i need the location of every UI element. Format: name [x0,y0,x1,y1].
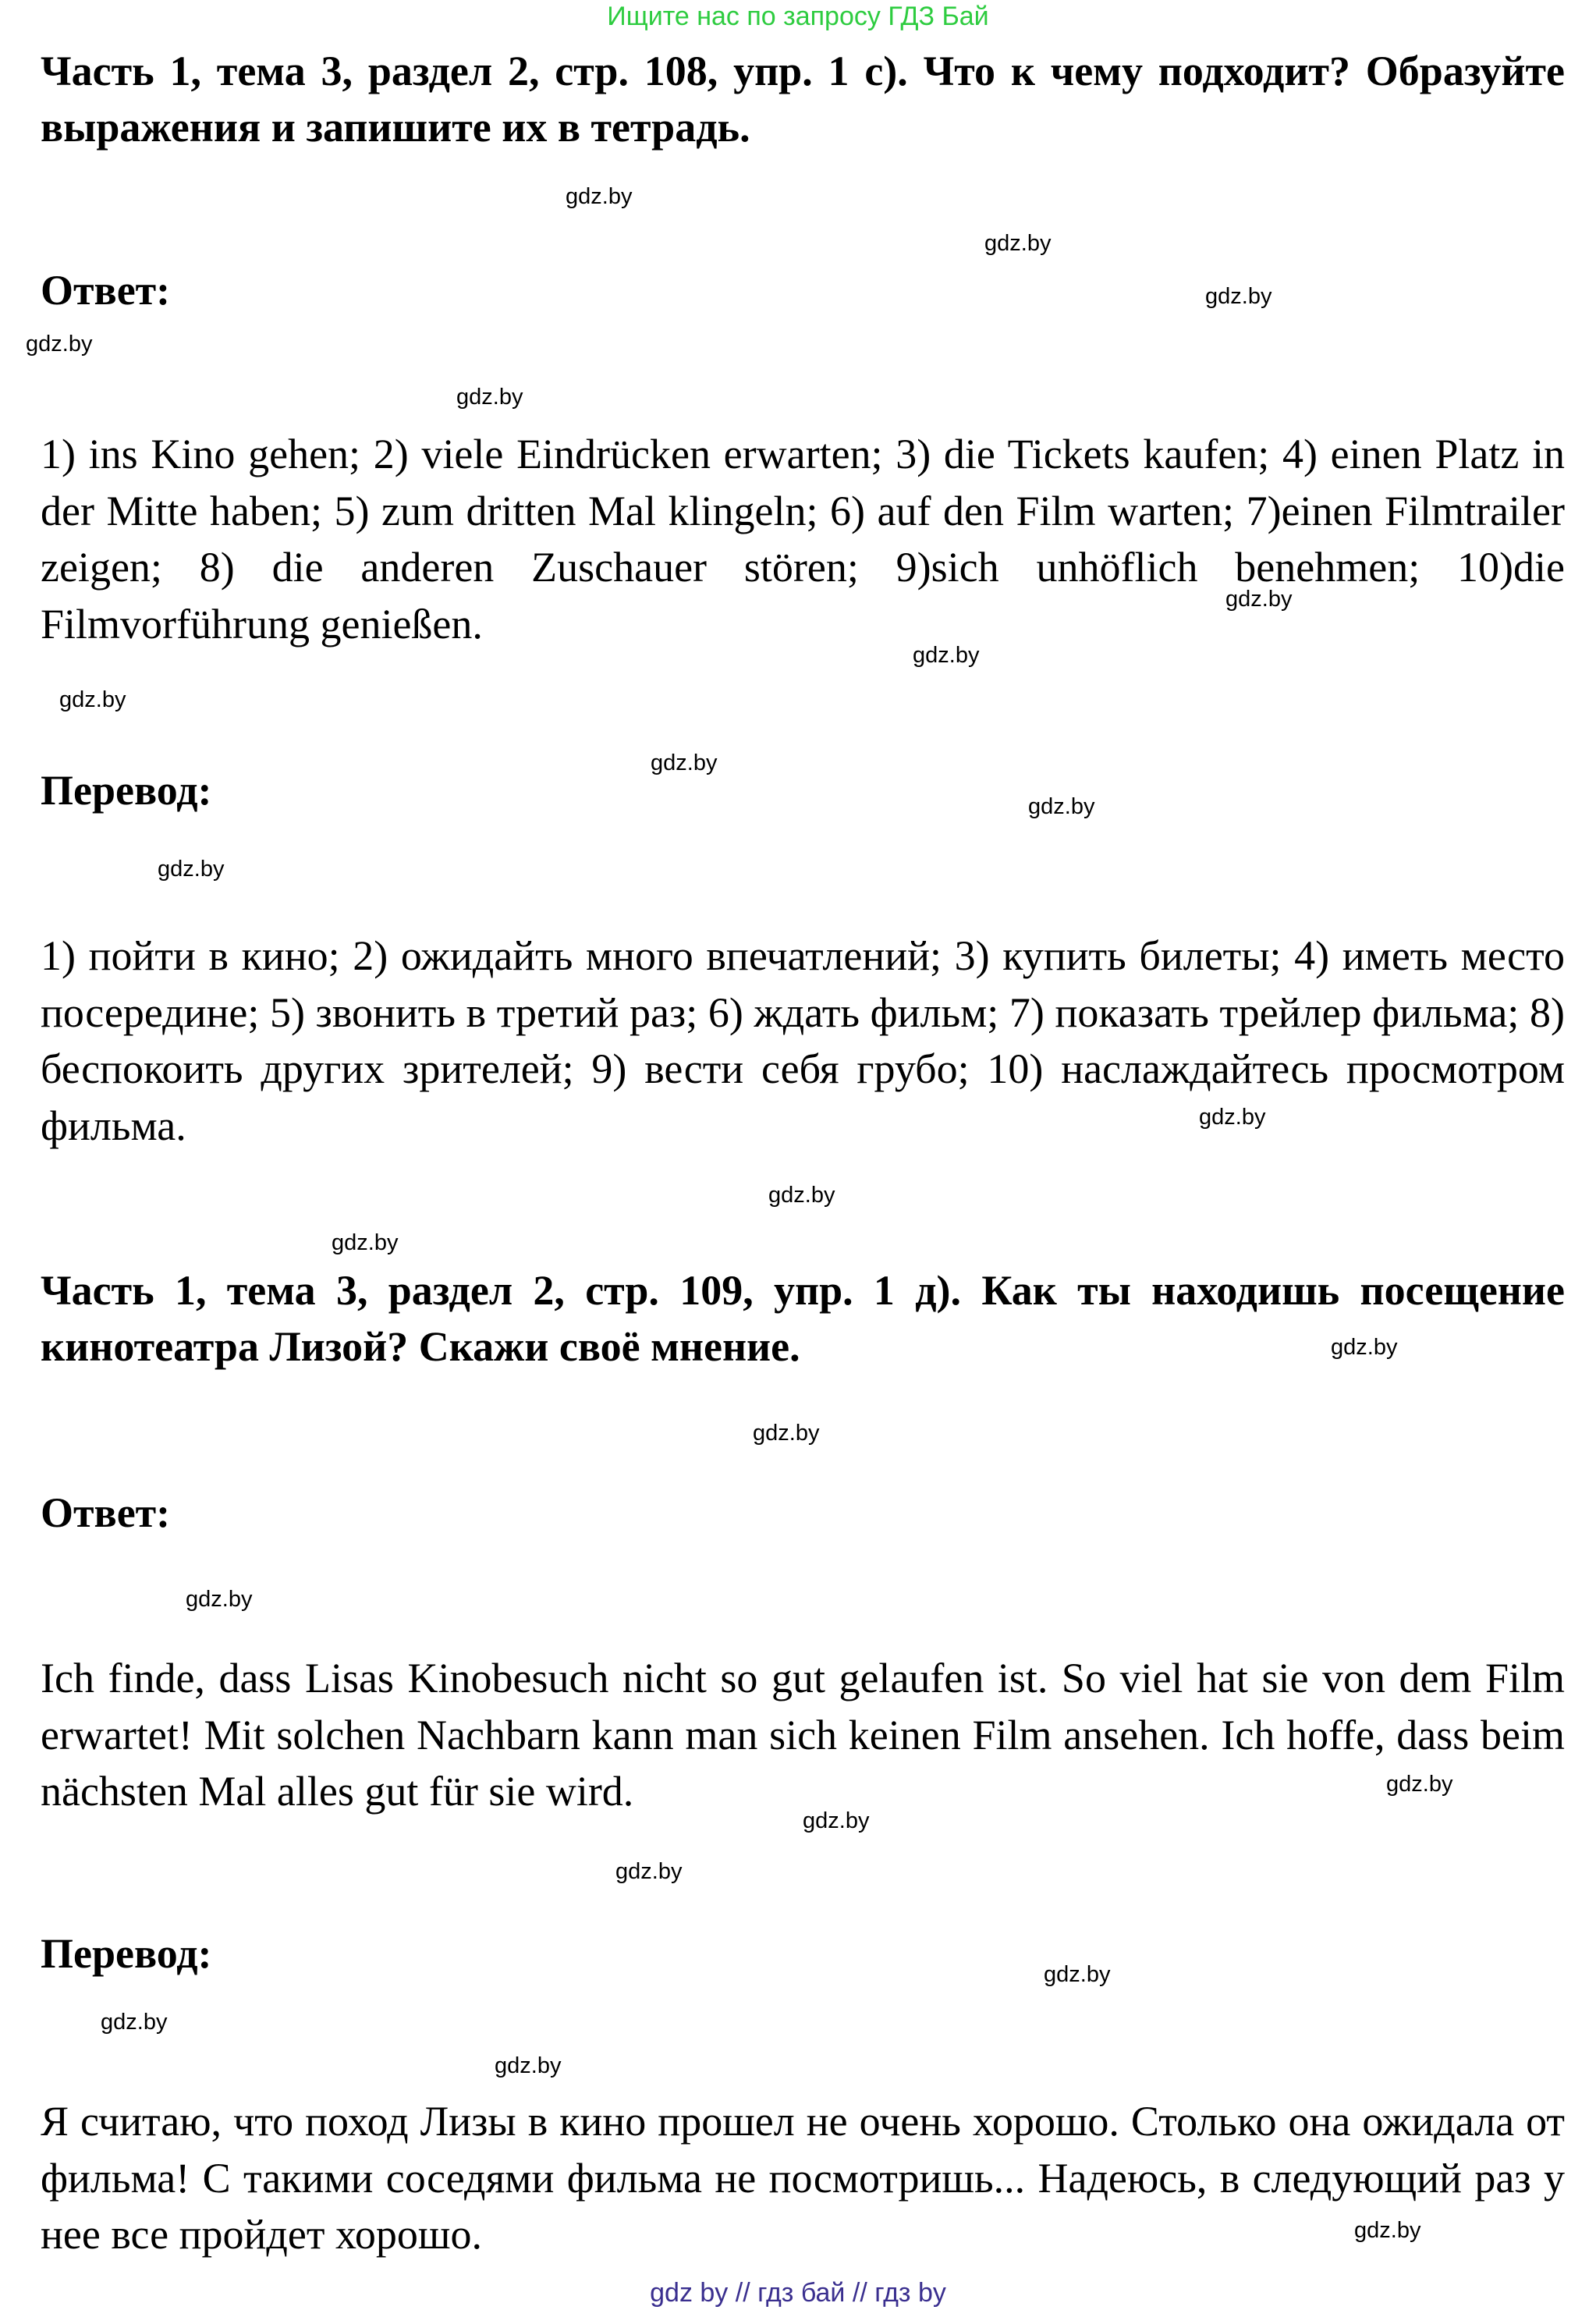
watermark: gdz.by [1386,1772,1453,1797]
translation-label-2: Перевод: [41,1930,212,1977]
watermark: gdz.by [1044,1962,1111,1987]
watermark: gdz.by [615,1859,683,1884]
watermark: gdz.by [332,1230,399,1255]
watermark: gdz.by [651,750,718,775]
watermark: gdz.by [768,1183,835,1208]
translation-text-2: Я считаю, что поход Лизы в кино прошел не очень хорошо. Столько она ожидала от фильма! С такими соседями фильма не посмотришь... Надеюсь, в следующий раз у нее все пройдет хорошо. [41,2098,1565,2258]
watermark: gdz.by [1354,2218,1421,2243]
top-banner[interactable]: Ищите нас по запросу ГДЗ Бай [607,2,989,31]
answer-text-1: 1) ins Kino gehen; 2) viele Eindrücken erwarten; 3) die Tickets kaufen; 4) einen Platz in der Mitte haben; 5) zum dritten Mal klingeln; 6) auf den Film warten; 7)einen Filmtrailer zeigen; 8) die anderen Zuschauer stören; 9)sich unhöflich benehmen; 10)die Filmvorführung genießen. [41,431,1565,648]
answer-label-1: Ответ: [41,267,171,314]
answer-label-2: Ответ: [41,1489,171,1536]
translation-text-1: 1) пойти в кино; 2) ожидайть много впечатлений; 3) купить билеты; 4) иметь место посередине; 5) звонить в третий раз; 6) ждать фильм; 7) показать трейлер фильма; 8) беспокоить других зрителей; 9) вести себя грубо; 10) наслаждайтесь просмотром фильма. [41,932,1565,1149]
watermark: gdz.by [1225,587,1293,612]
watermark: gdz.by [913,643,980,668]
exercise-heading-2: Часть 1, тема 3, раздел 2, стр. 109, упр. 1 д). Как ты находишь посещение кинотеатра Лизой? Скажи своё мнение. [41,1267,1565,1370]
watermark: gdz.by [158,857,225,882]
watermark: gdz.by [1028,794,1095,819]
watermark: gdz.by [753,1421,820,1446]
watermark: gdz.by [186,1587,253,1612]
watermark: gdz.by [1199,1105,1266,1130]
watermark: gdz.by [26,332,93,357]
watermark: gdz.by [456,385,523,410]
watermark: gdz.by [566,184,633,209]
watermark: gdz.by [984,231,1052,256]
watermark: gdz.by [1331,1335,1398,1360]
watermark: gdz.by [1205,284,1272,309]
watermark: gdz.by [59,687,126,712]
watermark: gdz.by [101,2010,168,2035]
exercise-heading-1: Часть 1, тема 3, раздел 2, стр. 108, упр. 1 с). Что к чему подходит? Образуйте выражения и запишите их в тетрадь. [41,48,1565,151]
watermark: gdz.by [495,2053,562,2078]
translation-label-1: Перевод: [41,767,212,814]
watermark: gdz.by [803,1808,870,1833]
answer-text-2: Ich finde, dass Lisas Kinobesuch nicht so gut gelaufen ist. So viel hat sie von dem Film erwartet! Mit solchen Nachbarn kann man sich keinen Film ansehen. Ich hoffe, dass beim nächsten Mal alles gut für sie wird. [41,1655,1565,1815]
footer-links[interactable]: gdz by // гдз бай // гдз by [650,2278,946,2308]
